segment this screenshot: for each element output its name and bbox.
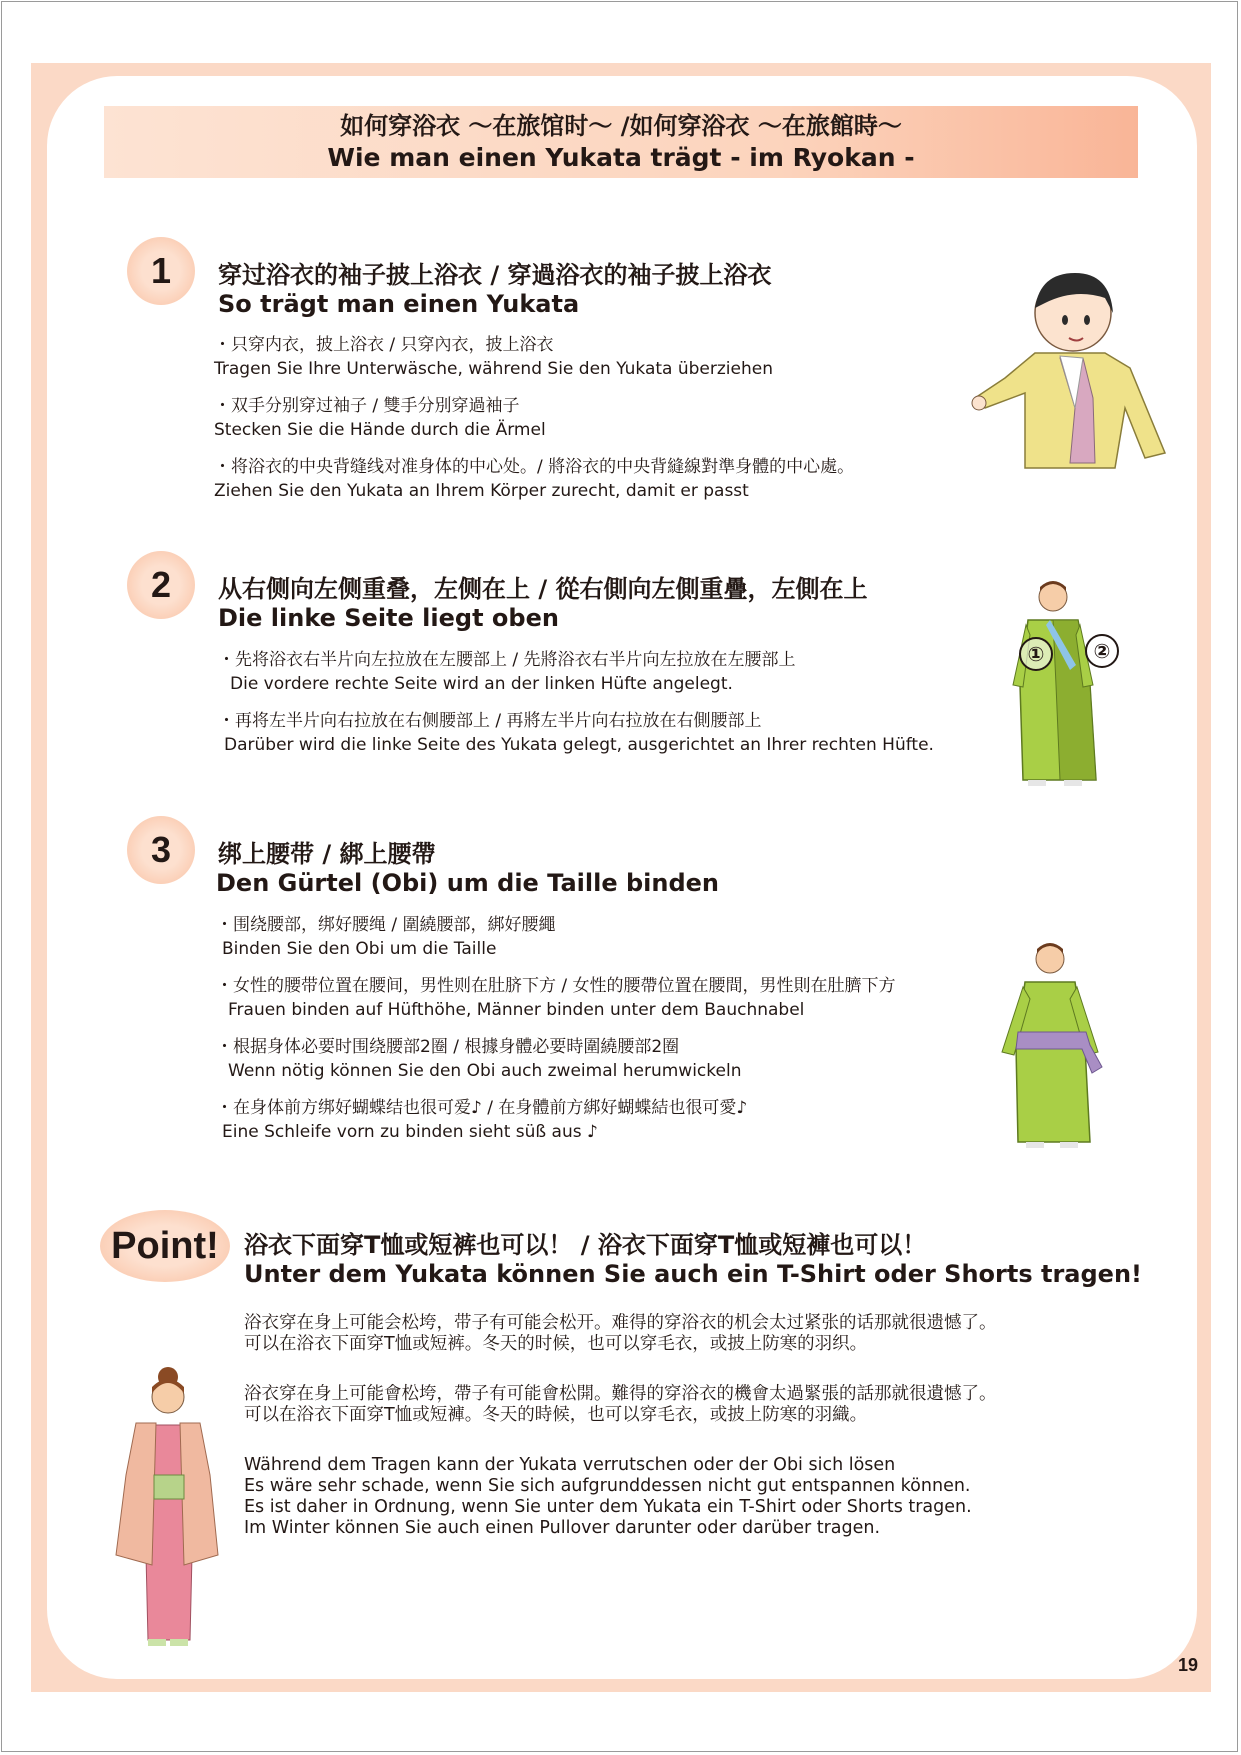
yukata-wearer-illustration (965, 258, 1175, 478)
step-1-number: 1 (127, 237, 195, 305)
point-paragraph-zh-simplified: 浴衣穿在身上可能会松垮，带子有可能会松开。难得的穿浴衣的机会太过紧张的话那就很遗憾了。 可以在浴衣下面穿T恤或短裤。冬天的时候，也可以穿毛衣，或披上防寒的羽织。 (244, 1313, 997, 1354)
step-3-item: ・在身体前方绑好蝴蝶结也很可爱♪ / 在身體前方綁好蝴蝶結也很可愛♪ Eine Schleife vorn zu binden sieht süß aus ♪ (216, 1098, 748, 1142)
step-1-heading-de: So trägt man einen Yukata (218, 290, 580, 318)
point-badge: Point! (100, 1210, 230, 1282)
step-3-item: ・根据身体必要时围绕腰部2圈 / 根據身體必要時圍繞腰部2圈 Wenn nötig können Sie den Obi auch zweimal herumwickeln (216, 1037, 742, 1081)
step-3-item: ・女性的腰带位置在腰间，男性则在肚脐下方 / 女性的腰帶位置在腰間，男性則在肚臍下方 Frauen binden auf Hüfthöhe, Männer binden unter dem Bauchnabel (216, 976, 896, 1020)
point-paragraph-de: Während dem Tragen kann der Yukata verrutschen oder der Obi sich lösen Es wäre sehr schade, wenn Sie sich aufgrunddessen nicht gut entspannen können. Es ist daher in Ordnung, wenn Sie unter dem Yukata ein T-Shirt oder Shorts tragen. Im Winter können Sie auch einen Pullover darunter oder darüber tragen. (244, 1455, 972, 1538)
page-number: 19 (1178, 1655, 1199, 1675)
step-2-item: ・先将浴衣右半片向左拉放在左腰部上 / 先將浴衣右半片向左拉放在左腰部上 Die vordere rechte Seite wird an der linken Hüfte angelegt. (218, 650, 796, 694)
page-title (104, 106, 1138, 178)
step-3-number: 3 (127, 816, 195, 884)
overlap-label-1: ① (1019, 637, 1053, 671)
title-de: Wie man einen Yukata trägt - im Ryokan - (327, 143, 915, 172)
point-paragraph-zh-traditional: 浴衣穿在身上可能會松垮，帶子有可能會松開。難得的穿浴衣的機會太過緊張的話那就很遺憾了。 可以在浴衣下面穿T恤或短褲。冬天的時候，也可以穿毛衣，或披上防寒的羽織。 (244, 1384, 997, 1425)
step-1-item: ・只穿内衣，披上浴衣 / 只穿內衣，披上浴衣 Tragen Sie Ihre Unterwäsche, während Sie den Yukata überziehen (214, 335, 773, 379)
woman-haori-illustration (108, 1355, 228, 1650)
overlap-label-2: ② (1085, 634, 1119, 668)
obi-tying-illustration (990, 937, 1120, 1157)
step-3-heading-de: Den Gürtel (Obi) um die Taille binden (216, 869, 720, 897)
step-1-heading-zh: 穿过浴衣的袖子披上浴衣 / 穿過浴衣的袖子披上浴衣 (218, 261, 772, 289)
title-zh: 如何穿浴衣 ～在旅馆时～ /如何穿浴衣 ～在旅館時～ (340, 112, 902, 140)
step-2-heading-de: Die linke Seite liegt oben (218, 604, 559, 632)
step-1-item: ・将浴衣的中央背缝线对准身体的中心处。/ 將浴衣的中央背縫線對準身體的中心處。 Ziehen Sie den Yukata an Ihrem Körper zurecht, damit er passt (214, 457, 855, 501)
point-heading-zh: 浴衣下面穿T恤或短裤也可以！ / 浴衣下面穿T恤或短褲也可以！ (244, 1231, 927, 1259)
point-heading-de: Unter dem Yukata können Sie auch ein T-Shirt oder Shorts tragen! (244, 1260, 1142, 1288)
step-3-heading-zh: 绑上腰带 / 綁上腰帶 (218, 840, 436, 868)
step-2-number: 2 (127, 551, 195, 619)
green-yukata-illustration (998, 575, 1118, 795)
step-1-item: ・双手分别穿过袖子 / 雙手分別穿過袖子 Stecken Sie die Hände durch die Ärmel (214, 396, 546, 440)
step-3-item: ・围绕腰部，绑好腰绳 / 圍繞腰部，綁好腰繩 Binden Sie den Obi um die Taille (216, 915, 556, 959)
step-2-heading-zh: 从右侧向左侧重叠，左侧在上 / 從右側向左側重疊，左側在上 (218, 575, 868, 603)
step-2-item: ・再将左半片向右拉放在右侧腰部上 / 再將左半片向右拉放在右側腰部上 Darüber wird die linke Seite des Yukata gelegt, ausgerichtet an Ihrer rechten Hüfte. (218, 711, 934, 755)
